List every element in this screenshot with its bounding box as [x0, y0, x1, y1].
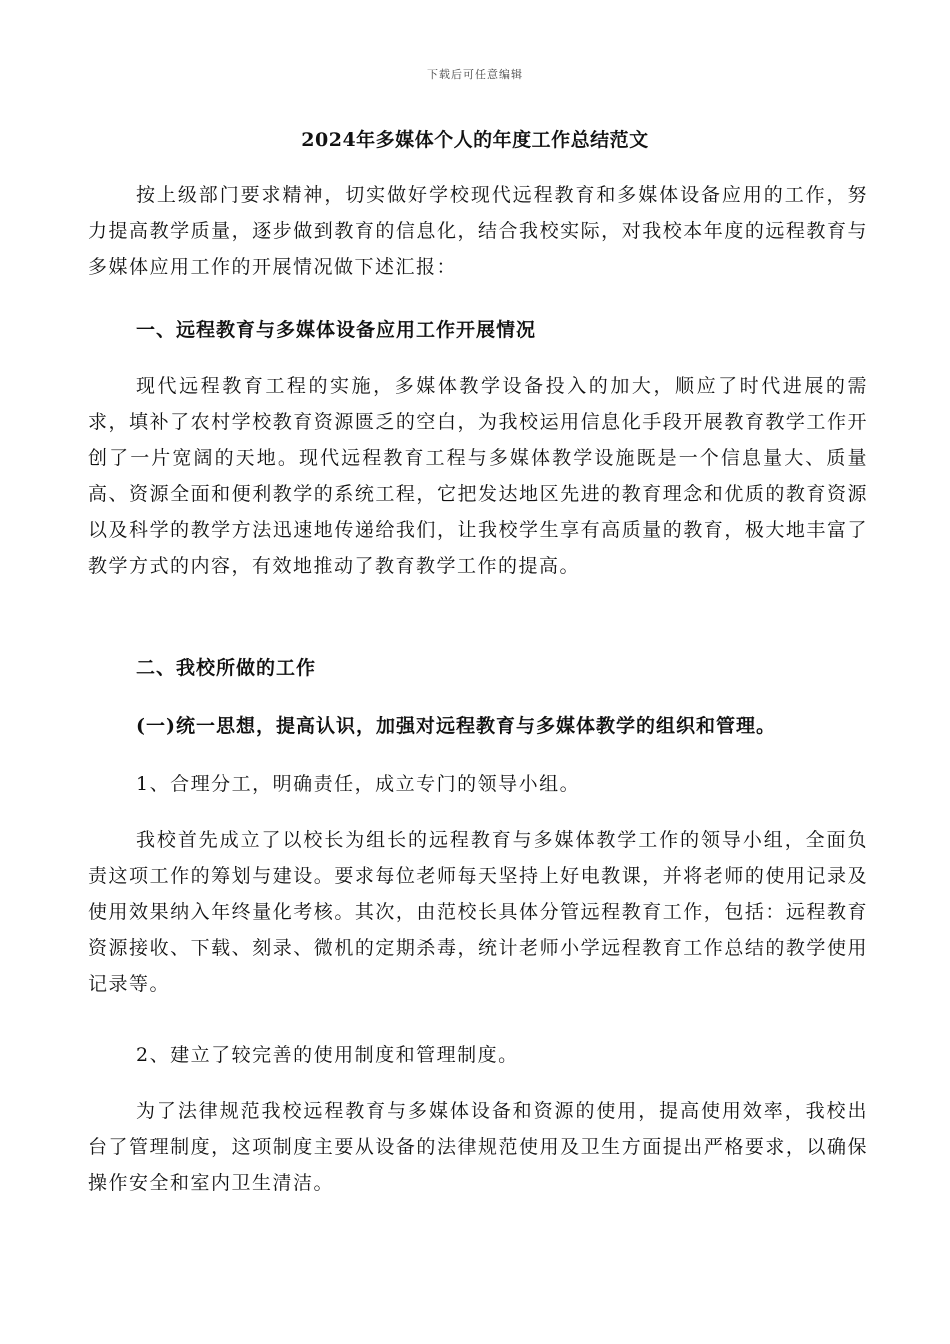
section2-paragraph2: 为了法律规范我校远程教育与多媒体设备和资源的使用，提高使用效率，我校出台了管理制度，这项制度主要从设备的法律规范使用及卫生方面提出严格要求，以确保操作安全和室内卫生清洁。	[88, 1100, 868, 1194]
section2-subheading: (一)统一思想，提高认识，加强对远程教育与多媒体教学的组织和管理。	[136, 715, 776, 737]
section2-item2: 2、建立了较完善的使用制度和管理制度。	[136, 1044, 519, 1066]
header-note: 下载后可任意编辑	[427, 68, 523, 81]
section2-paragraph1: 我校首先成立了以校长为组长的远程教育与多媒体教学工作的领导小组，全面负责这项工作的筹划与建设。要求每位老师每天坚持上好电教课，并将老师的使用记录及使用效果纳入年终量化考核。其次，由范校长具体分管远程教育工作，包括：远程教育资源接收、下载、刻录、微机的定期杀毒，统计老师小学远程教育工作总结的教学使用记录等。	[88, 829, 868, 995]
section2-heading: 二、我校所做的工作	[136, 657, 317, 679]
section1-heading: 一、远程教育与多媒体设备应用工作开展情况	[136, 319, 537, 341]
section1-paragraph: 现代远程教育工程的实施，多媒体教学设备投入的加大，顺应了时代进展的需求，填补了农村学校教育资源匮乏的空白，为我校运用信息化手段开展教育教学工作开创了一片宽阔的天地。现代远程教育工程与多媒体教学设施既是一个信息量大、质量高、资源全面和便利教学的系统工程，它把发达地区先进的教育理念和优质的教育资源以及科学的教学方法迅速地传递给我们，让我校学生享有高质量的教育，极大地丰富了教学方式的内容，有效地推动了教育教学工作的提高。	[88, 375, 868, 577]
document-title: 2024年多媒体个人的年度工作总结范文	[301, 129, 649, 151]
section2-item1: 1、合理分工，明确责任，成立专门的领导小组。	[136, 773, 581, 795]
intro-paragraph: 按上级部门要求精神，切实做好学校现代远程教育和多媒体设备应用的工作，努力提高教学质量，逐步做到教育的信息化，结合我校实际，对我校本年度的远程教育与多媒体应用工作的开展情况做下述汇报：	[88, 184, 868, 278]
